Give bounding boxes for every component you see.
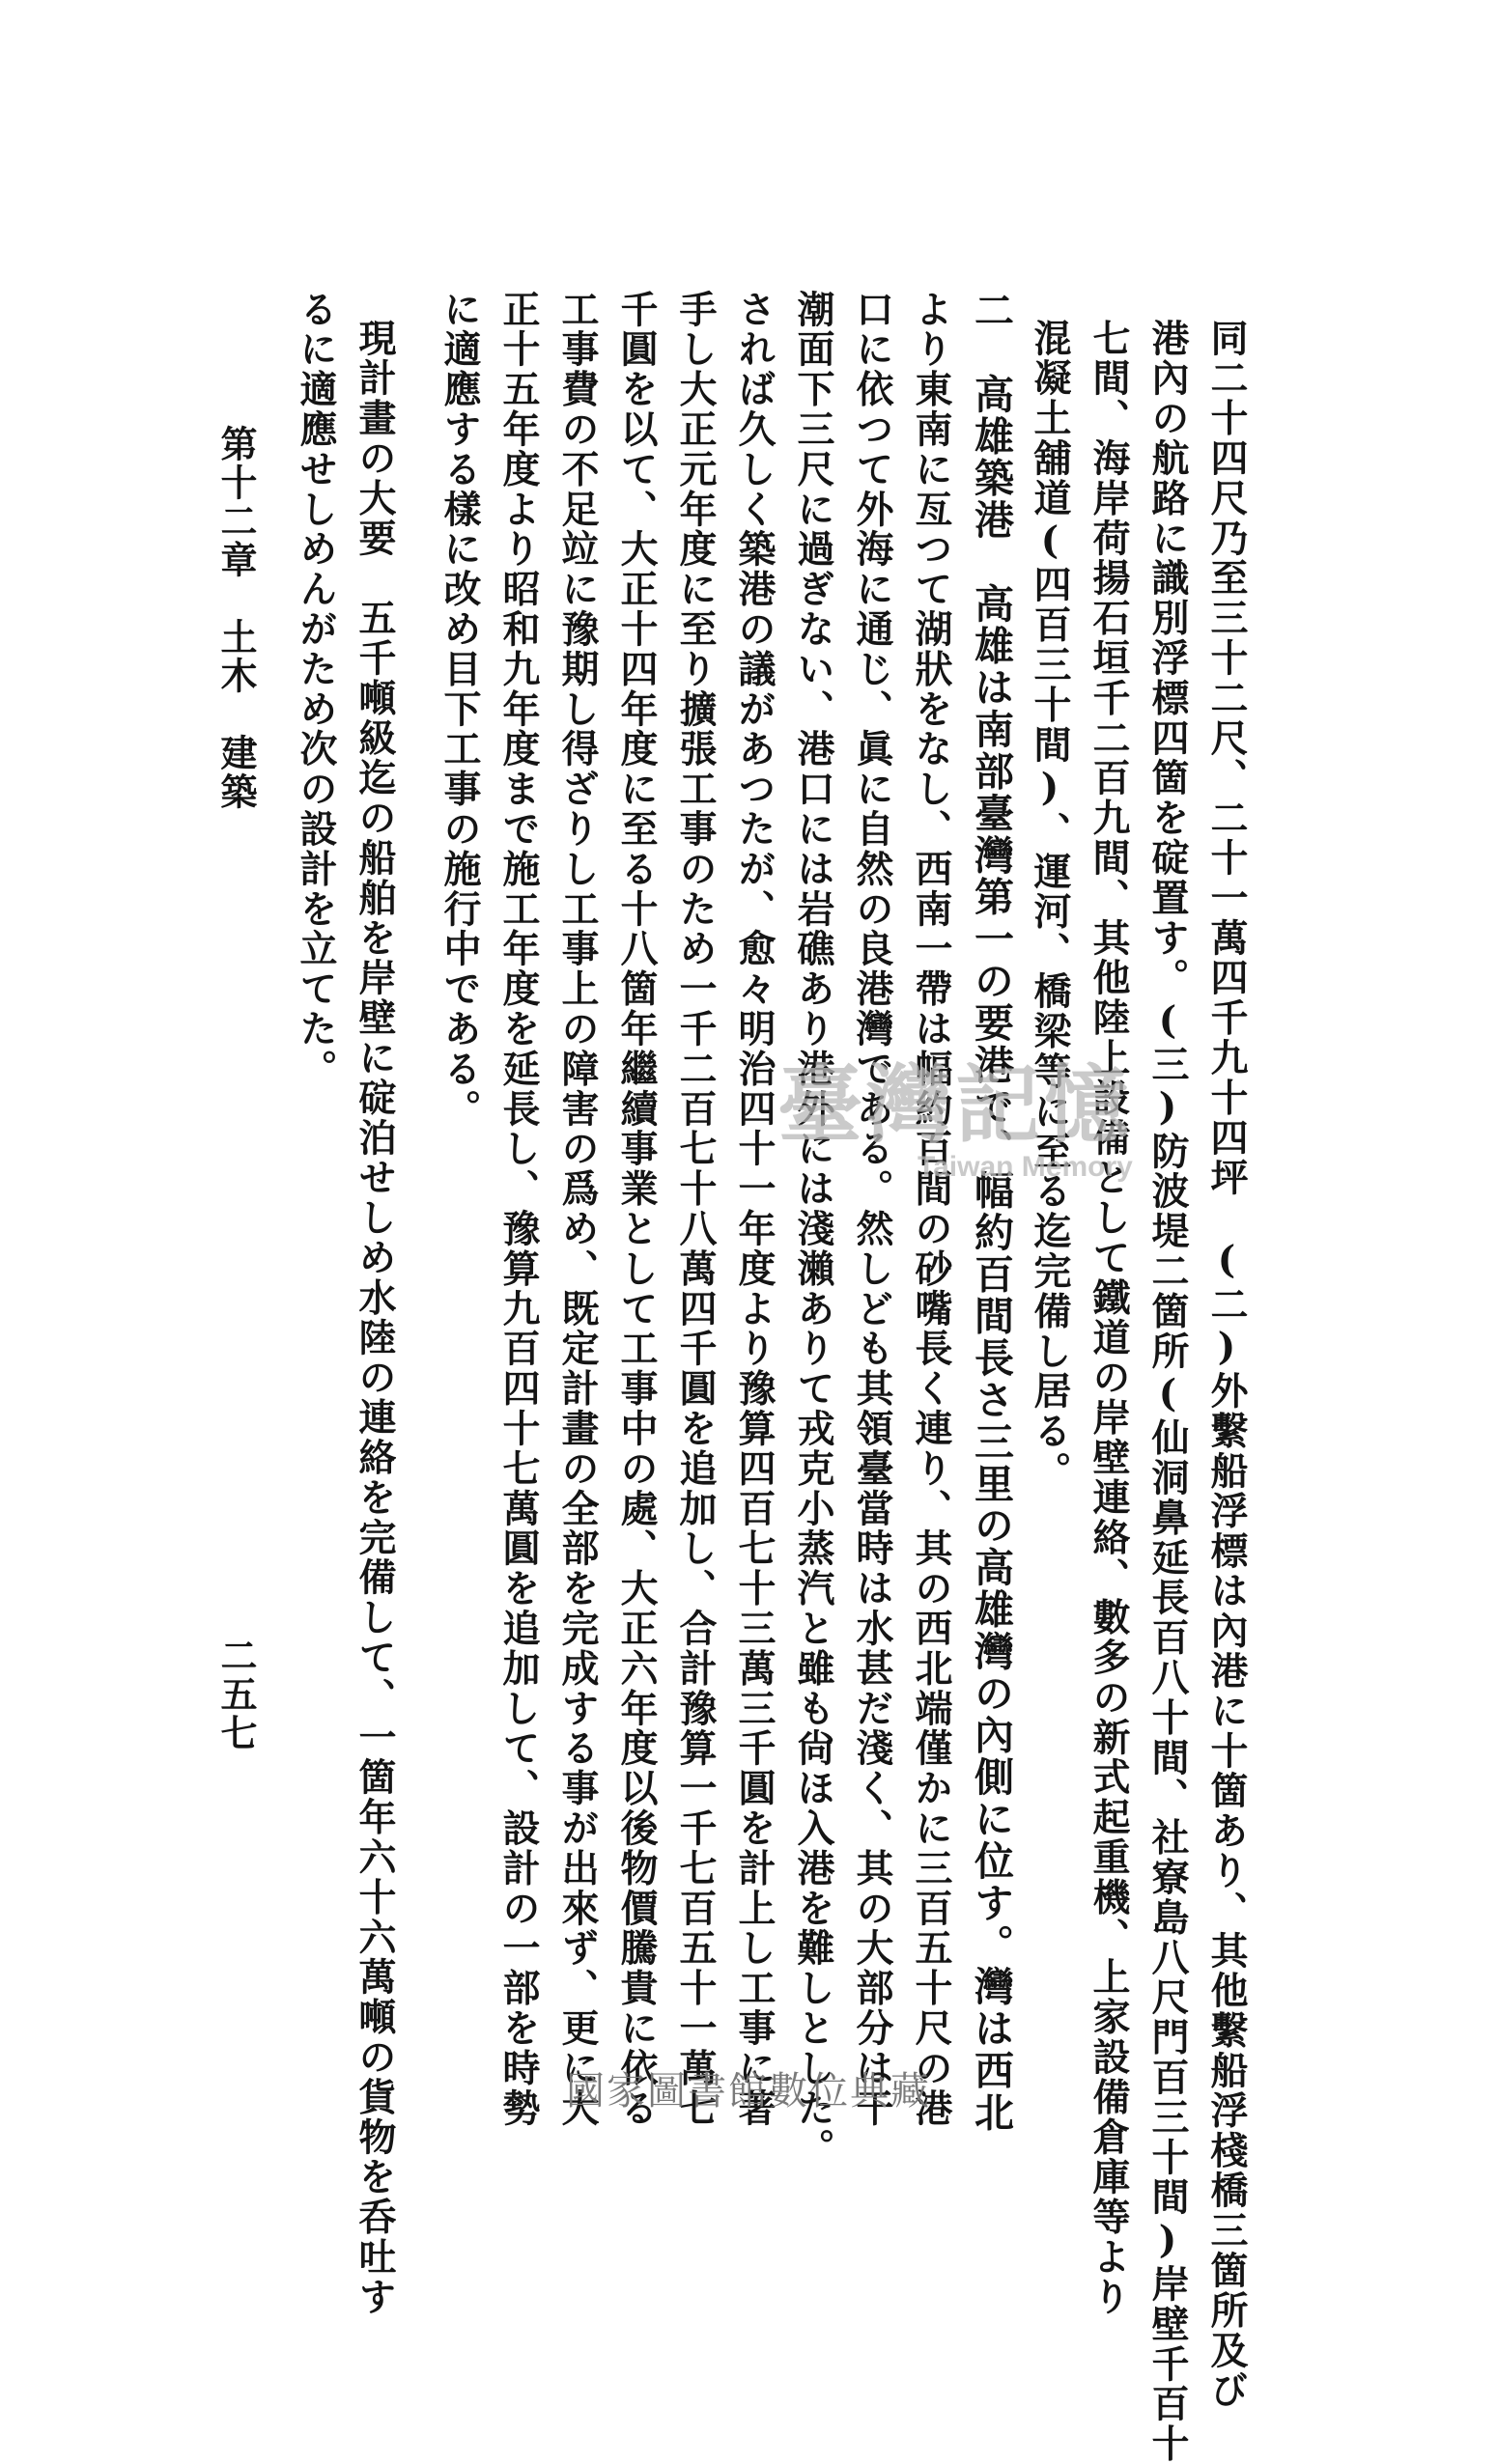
- text-column-14: に適應する樣に改め目下工事の施行中である。: [438, 290, 482, 1130]
- text-column-12: 工事費の不足竝に豫期し得ざりし工事上の障害の爲め、既定計畫の全部を完成する事が出來ず、更に大: [555, 290, 600, 2129]
- text-column-4: 混凝土舖道(四百三十間)、運河、橋梁等に至る迄完備し居る。: [1028, 319, 1072, 1492]
- watermark-latin-text: Taiwan Memory: [918, 1151, 1133, 1183]
- text-column-10: 手し大正元年度に至り擴張工事のため一千二百七十八萬四千圓を追加し、合計豫算一千七百五十一萬七: [673, 290, 718, 2129]
- watermark-logo: [777, 1054, 1193, 1197]
- text-column-8: 潮面下三尺に過ぎない、港口には岩礁あり港外には淺瀨ありて戎克小蒸汽と雖も尙ほ入港を難しとした。: [791, 290, 835, 2169]
- section-heading-column: 二 高雄築港 高雄は南部臺灣第一の要港で、幅約百間長さ三里の高雄灣の內側に位す。灣は西北: [968, 290, 1014, 2134]
- text-column-16: るに適應せしめんがため次の設計を立てた。: [294, 290, 338, 1089]
- text-column-11: 千圓を以て、大正十四年度に至る十八箇年繼續事業として工事中の處、大正六年度以後物價騰貴に依る: [614, 290, 659, 2129]
- watermark-cjk-text: 臺灣記憶: [777, 1054, 1134, 1155]
- footer-attribution: 國家圖書館數位典藏: [566, 2069, 931, 2114]
- text-column-7: 口に依つて外海に通じ、眞に自然の良港灣である。然しども其領臺當時は水甚だ淺く、其の大部分は干: [850, 290, 894, 2129]
- text-column-9: されば久しく築港の議があつたが、愈々明治四十一年度より豫算四百七十三萬三千圓を計上し工事に著: [732, 290, 777, 2129]
- text-column-2: 港內の航路に識別浮標四箇を碇置す。(三)防波堤二箇所(仙洞鼻延長百八十間、社寮島八尺門百三十間)岸壁千百十: [1145, 319, 1190, 2464]
- text-column-3: 七間、海岸荷揚石垣千二百九間、其他陸上設備として鐵道の岸壁連絡、數多の新式起重機、上家設備倉庫等より: [1087, 319, 1131, 2317]
- page-number: 二五七: [214, 1637, 258, 1752]
- text-column-13: 正十五年度より昭和九年度まで施工年度を延長し、豫算九百四十七萬圓を追加して、設計の一部を時勢: [496, 290, 541, 2129]
- text-column-15: 現計畫の大要 五千噸級迄の船舶を岸壁に碇泊せしめ水陸の連絡を完備して、一箇年六十六萬噸の貨物を呑吐す: [353, 319, 397, 2317]
- text-column-1: 同二十四尺乃至三十二尺、二十一萬四千九十四坪 (二)外繫船浮標は內港に十箇あり、其他繫船浮棧橋三箇所及び: [1204, 319, 1249, 2411]
- running-head-chapter: 第十二章 土木 建築: [214, 425, 258, 811]
- text-column-6: より東南に亙つて湖狀をなし、西南一帶は幅約百間の砂嘴長く連り、其の西北端僅かに三百五十尺の港: [909, 290, 953, 2129]
